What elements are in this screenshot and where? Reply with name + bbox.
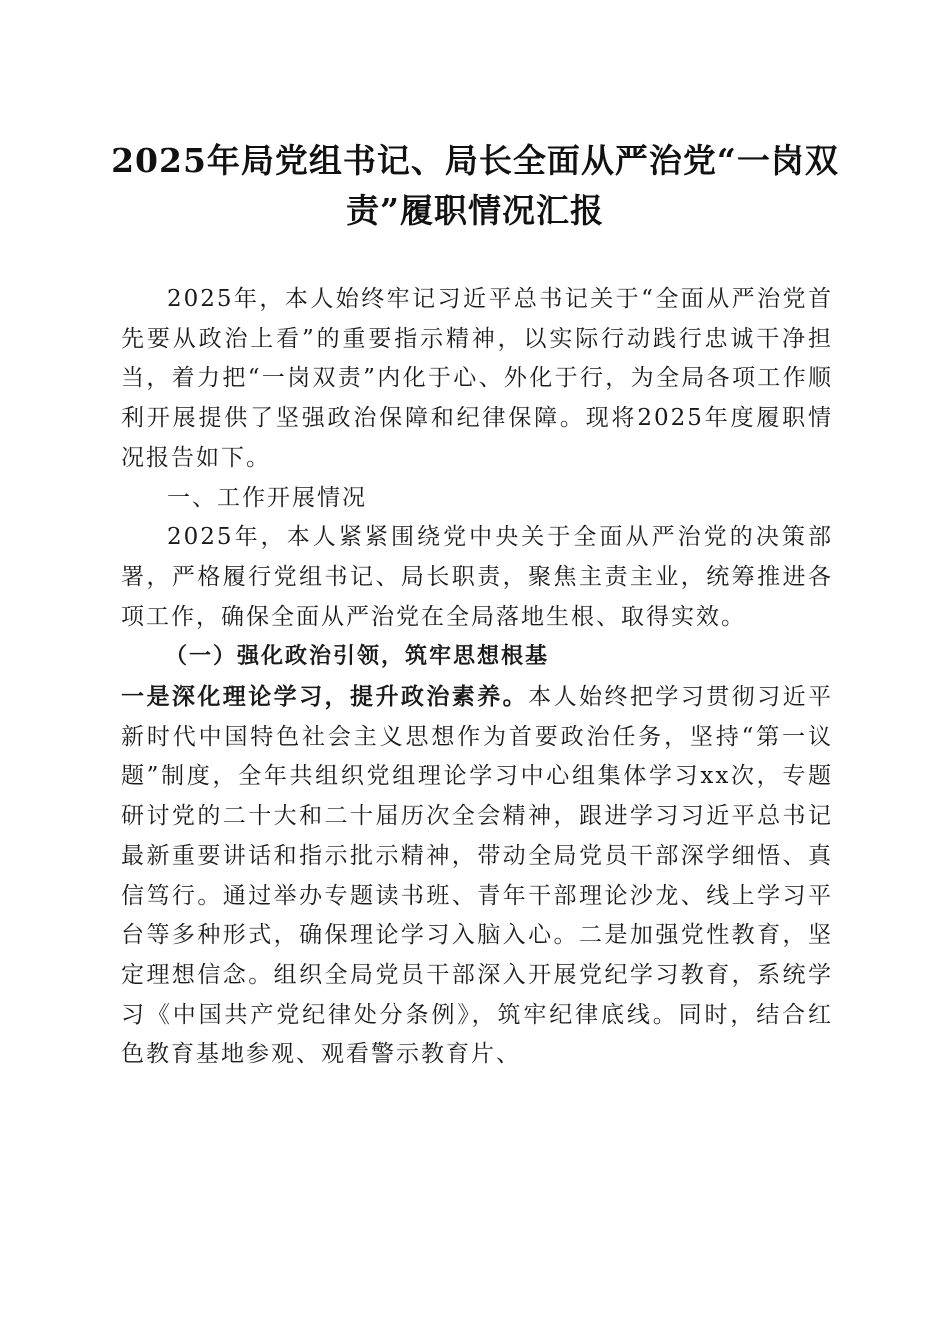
document-body bbox=[121, 280, 833, 1075]
subsection-body bbox=[121, 677, 833, 1075]
document-title: 2025年局党组书记、局长全面从严治党“一岗双责”履职情况汇报 bbox=[111, 141, 839, 230]
section-summary-paragraph: 2025年，本人紧紧围绕党中央关于全面从严治党的决策部署，严格履行党组书记、局长职责，聚焦主责主业，统筹推进各项工作，确保全面从严治党在全局落地生根、取得实效。 bbox=[121, 524, 833, 630]
subsection-heading: （一）强化政治引领，筑牢思想根基 bbox=[165, 643, 550, 670]
point2-lead: 二是加强党性教育，坚定理想信念。 bbox=[121, 922, 834, 988]
section-heading: 一、工作开展情况 bbox=[167, 484, 367, 511]
point1-text: 本人始终把学习贯彻习近平新时代中国特色社会主义思想作为首要政治任务，坚持“第一议题”制度，全年共组织党组理论学习中心组集体学习xx次，专题研讨党的二十大和二十届历次全会精神，跟进学习习近平总书记最新重要讲话和指示批示精神，带动全局党员干部深学细悟、真信笃行。通过举办专题读书班、青年干部理论沙龙、线上学习平台等多种形式，确保理论学习入脑入心。 bbox=[121, 684, 834, 949]
intro-paragraph: 2025年，本人始终牢记习近平总书记关于“全面从严治党首先要从政治上看”的重要指示精神，以实际行动践行忠诚干净担当，着力把“一岗双责”内化于心、外化于行，为全局各项工作顺利开展提供了坚强政治保障和纪律保障。现将2025年度履职情况报告如下。 bbox=[121, 286, 833, 471]
point1-lead: 一是深化理论学习，提升政治素养。 bbox=[121, 683, 529, 711]
point2-text: 组织全局党员干部深入开展党纪学习教育，系统学习《中国共产党纪律处分条例》，筑牢纪律底线。同时，结合红色教育基地参观、观看警示教育片、 bbox=[121, 961, 834, 1068]
